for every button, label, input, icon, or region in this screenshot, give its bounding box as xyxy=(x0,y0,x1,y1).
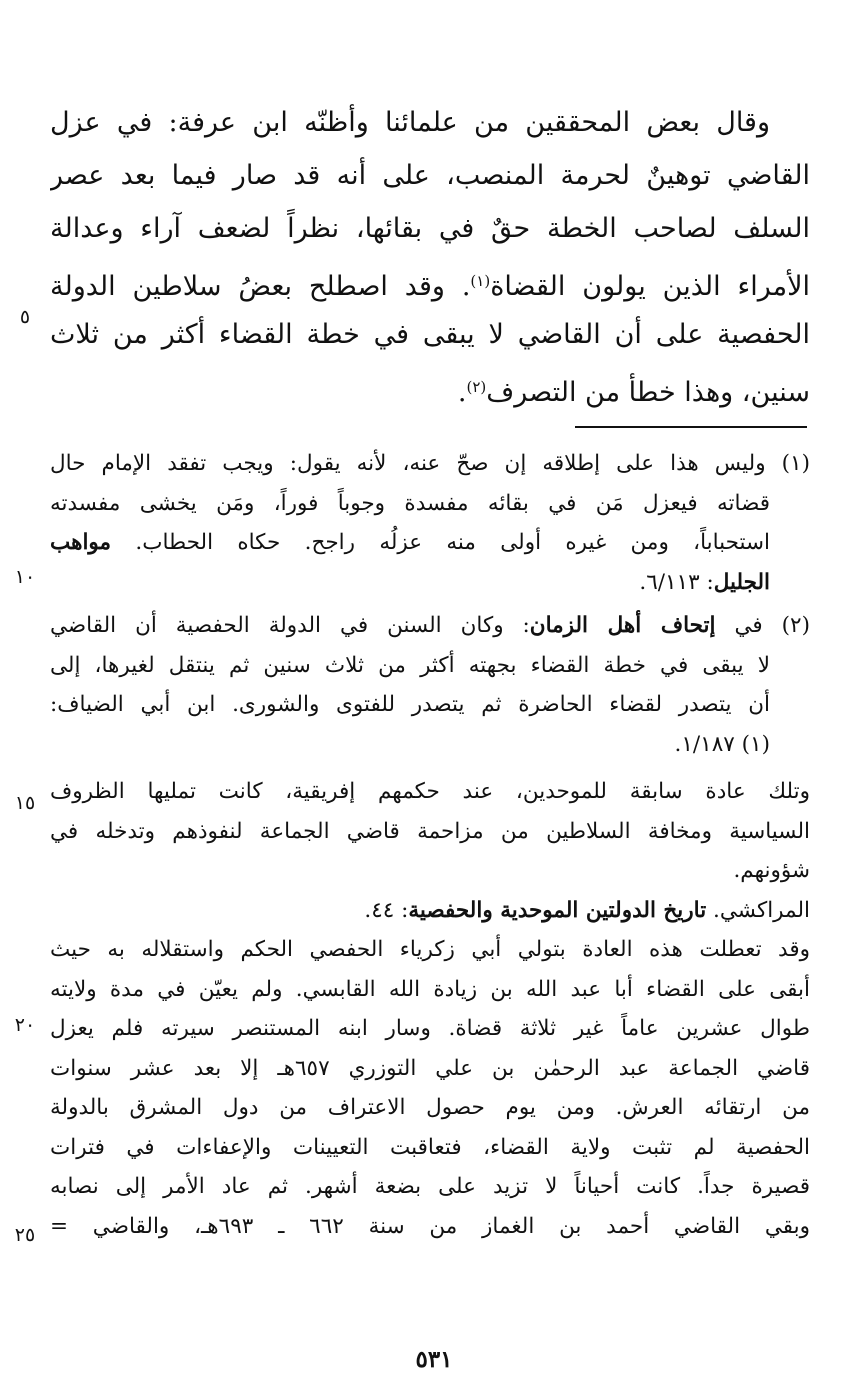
main-line: سنين، وهذا خطأ من التصرف$^{(٢)}$. xyxy=(457,377,810,408)
footnote-line: (٢) في إتحاف أهل الزمان: وكان السنن في الدولة الحفصية أن القاضي xyxy=(50,613,810,638)
footnote-line: لا يبقى في خطة القضاء بجهته أكثر من ثلاث سنين ثم ينتقل لغيرها، إلى xyxy=(50,652,770,678)
footnote-line: المراكشي. تاريخ الدولتين الموحدية والحفصية: ٤٤. xyxy=(364,897,810,923)
footnote-line: من ارتقائه العرش. ومن يوم حصول الاعتراف من دول المشرق بالدولة xyxy=(50,1095,810,1120)
footnote-line: أبقى على القضاء أبا عبد الله بن زيادة الله القابسي. ولم يعيّن في مدة ولايته xyxy=(50,976,810,1002)
footnote-line: قضاته فيعزل مَن في بقائه مفسدة وجوباً فوراً، ومَن يخشى مفسدته xyxy=(50,490,770,516)
source-title: إتحاف أهل الزمان xyxy=(529,613,716,638)
main-line: القاضي توهينٌ لحرمة المنصب، على أنه قد صار فيما بعد عصر xyxy=(50,160,810,191)
footnote-line: وقد تعطلت هذه العادة بتولي أبي زكرياء الحفصي الحكم واستقلاله به حيث xyxy=(50,937,810,962)
footnote-separator xyxy=(575,426,807,428)
line-number: ٥ xyxy=(19,306,31,328)
footnote-line: طوال عشرين عاماً غير ثلاثة قضاة. وسار ابنه المستنصر سيرته فلم يعزل xyxy=(50,1016,810,1041)
page-number: ٥٣١ xyxy=(415,1346,453,1373)
footnotes xyxy=(50,444,810,1246)
main-text xyxy=(50,96,810,414)
main-line: السلف لصاحب الخطة حقٌ في بقائها، نظراً لضعف آراء وعدالة xyxy=(50,213,810,244)
line-number: ٢٥ xyxy=(14,1224,36,1246)
source-title: الجليل xyxy=(713,569,770,595)
footnote-line: قاضي الجماعة عبد الرحمٰن بن علي التوزري ٦٥٧هـ إلا بعد عشر سنوات xyxy=(50,1055,810,1081)
footnote-line: شؤونهم. xyxy=(733,858,810,883)
footnote-line: (١) وليس هذا على إطلاقه إن صحّ عنه، لأنه يقول: ويجب تفقد الإمام حال xyxy=(50,451,810,476)
main-line: وقال بعض المحققين من علمائنا وأظنّه ابن عرفة: في عزل xyxy=(50,107,770,138)
line-number: ١٥ xyxy=(14,792,36,814)
line-number: ٢٠ xyxy=(14,1014,36,1036)
footnote-ref: (١) xyxy=(470,272,491,290)
footnote-line: (١) ١/١٨٧. xyxy=(674,731,770,757)
line-number: ١٠ xyxy=(14,566,36,588)
main-line: الحفصية على أن القاضي لا يبقى في خطة القضاء أكثر من ثلاث xyxy=(50,319,810,350)
footnote-line: أن يتصدر لقضاء الحاضرة ثم يتصدر للفتوى والشورى. ابن أبي الضياف: xyxy=(50,692,770,717)
footnote-line: الجليل: ٦/١١٣. xyxy=(639,569,770,595)
footnote-line: وتلك عادة سابقة للموحدين، عند حكمهم إفريقية، كانت تمليها الظروف xyxy=(50,779,810,804)
footnote-line: وبقي القاضي أحمد بن الغماز من سنة ٦٦٢ ـ ٦٩٣هـ، والقاضي = xyxy=(50,1213,810,1239)
main-line: الأمراء الذين يولون القضاة$^{(١)}$. وقد اصطلح بعضُ سلاطين الدولة xyxy=(50,271,810,302)
source-title: تاريخ الدولتين الموحدية والحفصية xyxy=(408,897,707,923)
footnote-line: استحباباً، ومن غيره أولى منه عزلُه راجح. حكاه الحطاب. مواهب xyxy=(50,530,771,555)
footnote-ref: (٢) xyxy=(466,378,487,396)
footnote-line: الحفصية لم تثبت ولاية القضاء، فتعاقبت التعيينات والإعفاءات في فترات xyxy=(50,1134,810,1160)
footnote-line: قصيرة جداً. كانت أحياناً لا تزيد على بضعة أشهر. ثم عاد الأمر إلى نصابه xyxy=(50,1174,810,1199)
source-title: مواهب xyxy=(50,530,112,555)
footnote-line: السياسية ومخافة السلاطين من مزاحمة قاضي الجماعة لنفوذهم وتدخله في xyxy=(50,818,810,844)
